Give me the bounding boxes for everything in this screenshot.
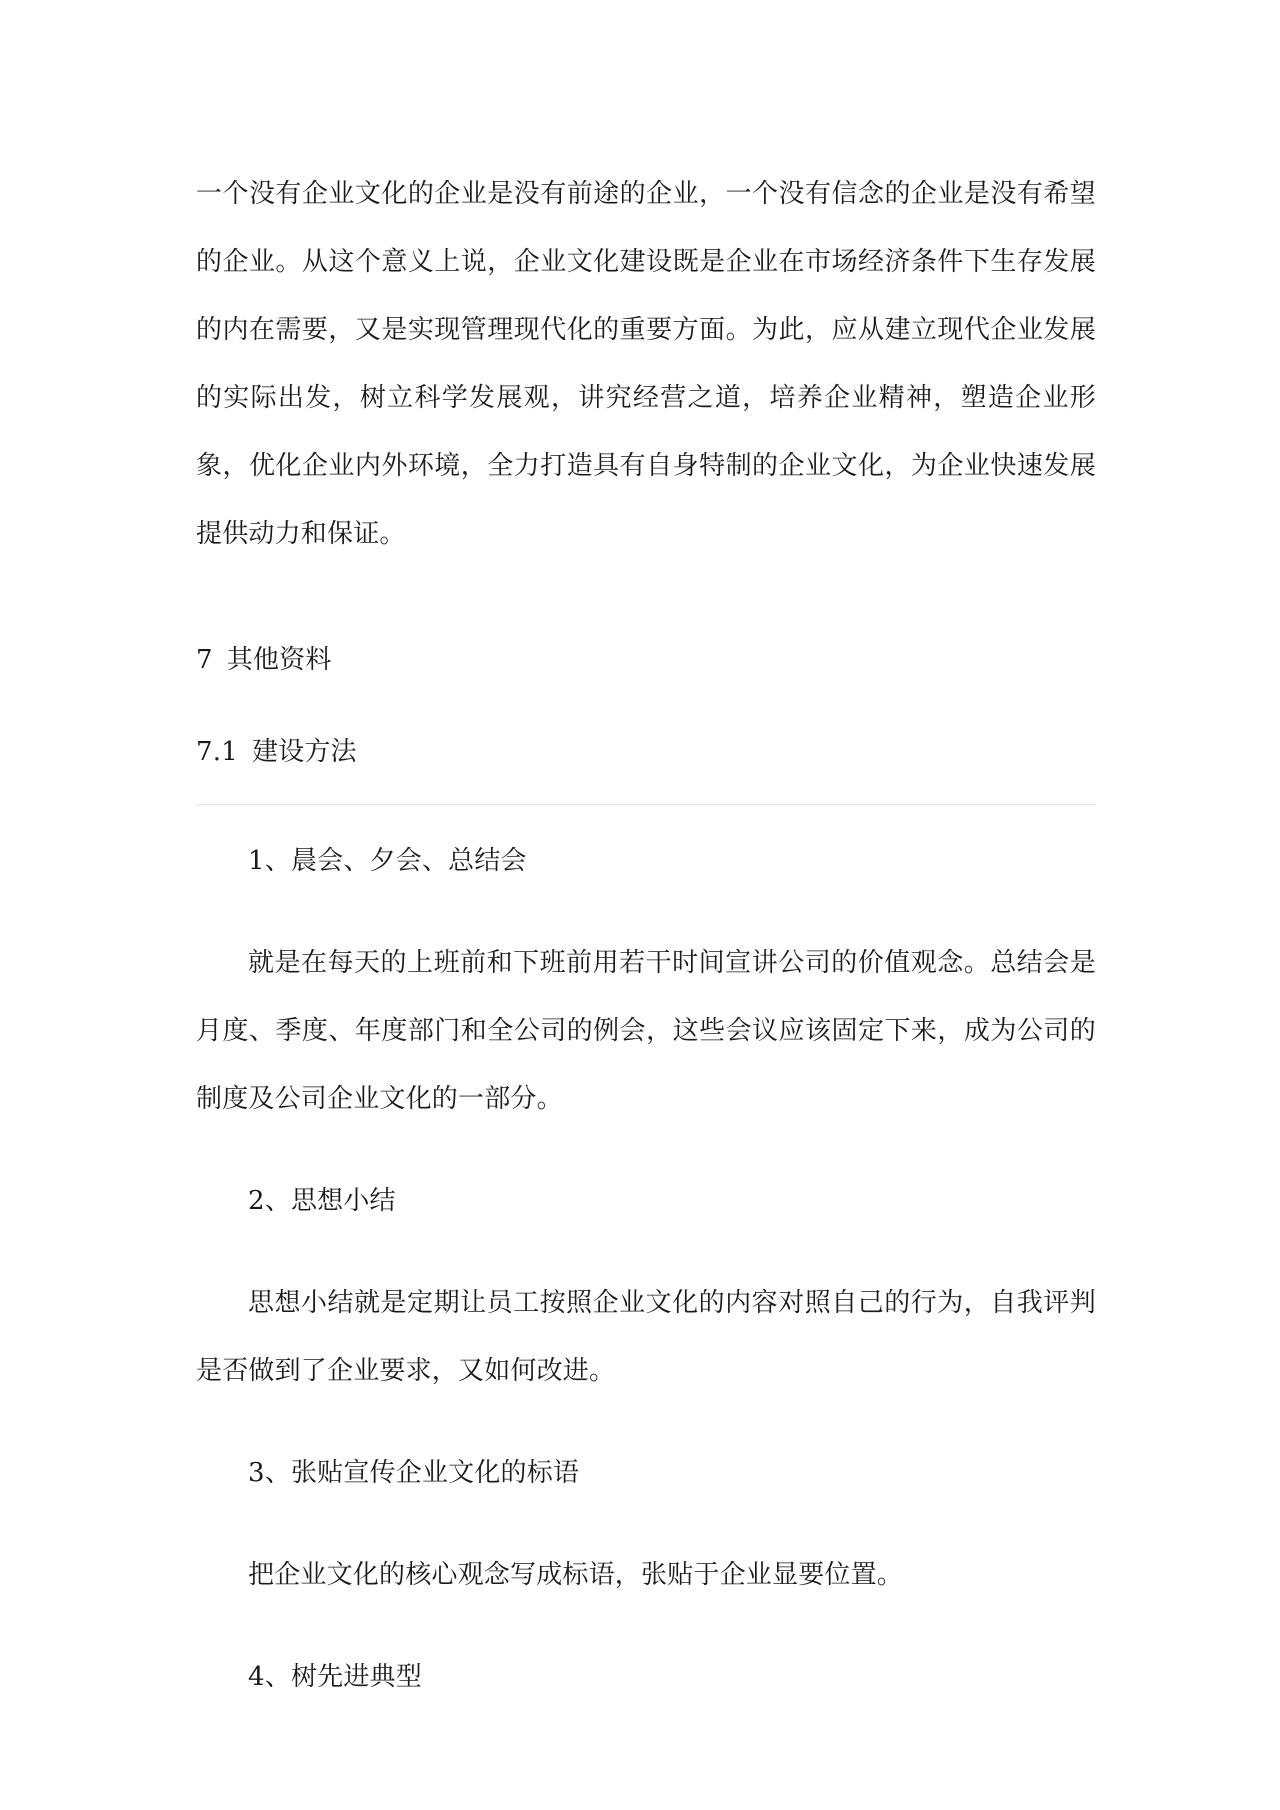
method-title: 2、思想小结 xyxy=(248,1186,396,1216)
method-body: 就是在每天的上班前和下班前用若干时间宣讲公司的价值观念。总结会是月度、季度、年度部门和全公司的例会，这些会议应该固定下来，成为公司的制度及公司企业文化的一部分。 xyxy=(196,948,1096,1114)
spacer xyxy=(196,1609,1096,1643)
subsection-title: 建设方法 xyxy=(251,737,357,767)
spacer xyxy=(196,568,1096,626)
method-title: 3、张贴宣传企业文化的标语 xyxy=(248,1458,580,1488)
method-body: 思想小结就是定期让员工按照企业文化的内容对照自己的行为，自我评判是否做到了企业要求，又如何改进。 xyxy=(196,1288,1096,1386)
section-title: 其他资料 xyxy=(226,645,332,675)
intro-paragraph: 一个没有企业文化的企业是没有前途的企业，一个没有信念的企业是没有希望的企业。从这个意义上说，企业文化建设既是企业在市场经济条件下生存发展的内在需要，又是实现管理现代化的重要方面。为此，应从建立现代企业发展的实际出发，树立科学发展观，讲究经营之道，培养企业精神，塑造企业形象，优化企业内外环境，全力打造具有自身特制的企业文化，为企业快速发展提供动力和保证。 xyxy=(196,179,1096,549)
spacer xyxy=(196,895,1096,929)
subsection-number: 7.1 xyxy=(196,737,238,767)
subsection-heading xyxy=(196,718,1096,786)
spacer xyxy=(196,1405,1096,1439)
method-body: 把企业文化的核心观念写成标语，张贴于企业显要位置。 xyxy=(248,1560,904,1590)
section-number: 7 xyxy=(196,645,213,675)
method-title: 1、晨会、夕会、总结会 xyxy=(248,846,527,876)
spacer xyxy=(196,1507,1096,1541)
method-title: 4、树先进典型 xyxy=(248,1662,422,1692)
section-heading xyxy=(196,626,1096,694)
spacer xyxy=(196,1133,1096,1167)
heading-divider xyxy=(196,804,1096,805)
spacer xyxy=(196,1235,1096,1269)
document-content xyxy=(196,160,1096,1711)
